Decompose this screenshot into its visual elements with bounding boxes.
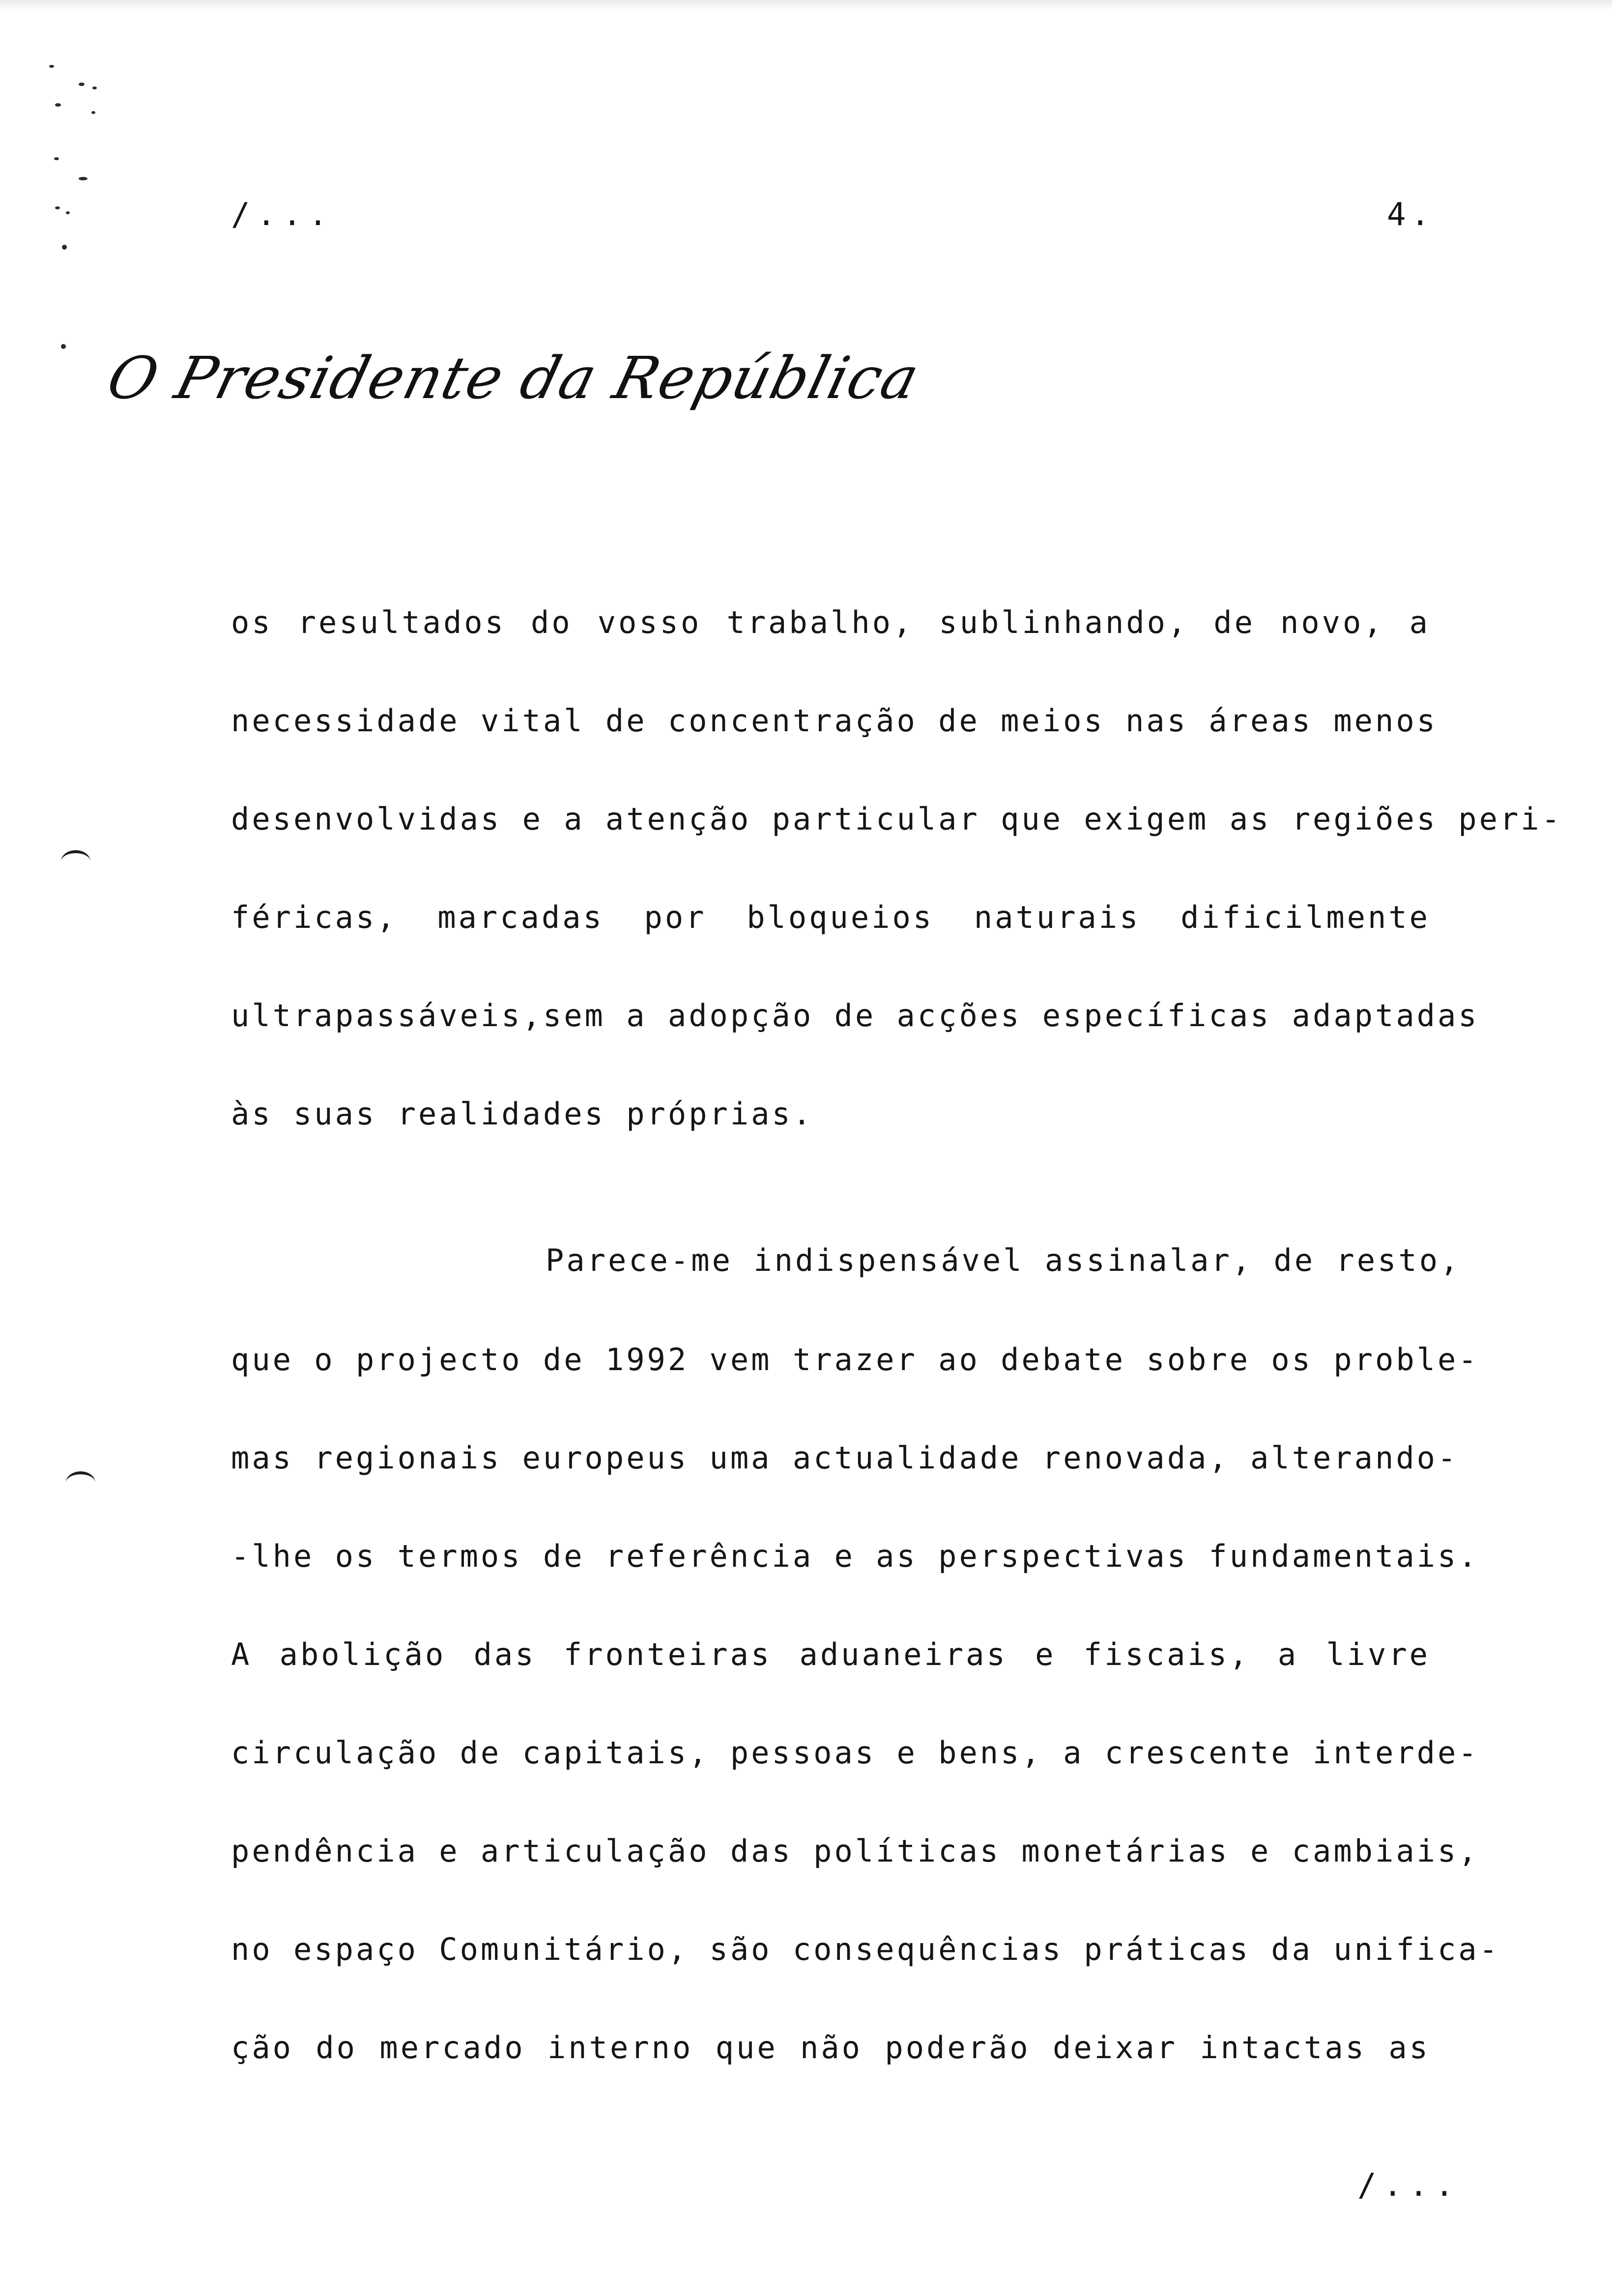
text-line: necessidade vital de concentração de meios nas áreas menos [231, 703, 1438, 739]
margin-mark [62, 245, 67, 250]
margin-mark [55, 206, 60, 209]
text-line: Parece-me indispensável assinalar, de resto, [546, 1242, 1461, 1278]
margin-mark [61, 344, 66, 349]
letterhead-title: O Presidente da República [101, 344, 926, 412]
punch-hole-mark [61, 850, 90, 873]
margin-mark [91, 111, 95, 114]
page-number: 4. [1387, 197, 1435, 233]
margin-mark [79, 177, 87, 180]
margin-mark [55, 103, 61, 107]
text-line: desenvolvidas e a atenção particular que exigem as regiões peri- [231, 801, 1562, 837]
text-line: circulação de capitais, pessoas e bens, a crescente interde- [231, 1735, 1479, 1771]
continuation-mark-top: /... [231, 197, 335, 233]
margin-mark [92, 86, 97, 89]
text-line: ção do mercado interno que não poderão deixar intactas as [231, 2030, 1430, 2066]
text-line: féricas, marcadas por bloqueios naturais dificilmente [231, 899, 1430, 935]
margin-mark [79, 83, 85, 86]
text-line: no espaço Comunitário, são consequências práticas da unifica- [231, 1931, 1500, 1967]
text-line: A abolição das fronteiras aduaneiras e fiscais, a livre [231, 1636, 1430, 1672]
text-line: mas regionais europeus uma actualidade renovada, alterando- [231, 1440, 1459, 1476]
text-line: os resultados do vosso trabalho, sublinhando, de novo, a [231, 604, 1430, 640]
scan-edge [0, 0, 1612, 11]
text-line: às suas realidades próprias. [231, 1096, 814, 1132]
punch-hole-mark [66, 1471, 95, 1494]
continuation-mark-bottom: /... [1357, 2167, 1461, 2204]
margin-mark [49, 65, 54, 68]
text-line: pendência e articulação das políticas monetárias e cambiais, [231, 1833, 1479, 1869]
margin-mark [66, 211, 70, 214]
text-line: que o projecto de 1992 vem trazer ao debate sobre os proble- [231, 1342, 1479, 1378]
text-line: -lhe os termos de referência e as perspectivas fundamentais. [231, 1538, 1479, 1574]
margin-mark [54, 157, 59, 160]
text-line: ultrapassáveis,sem a adopção de acções específicas adaptadas [231, 998, 1479, 1033]
